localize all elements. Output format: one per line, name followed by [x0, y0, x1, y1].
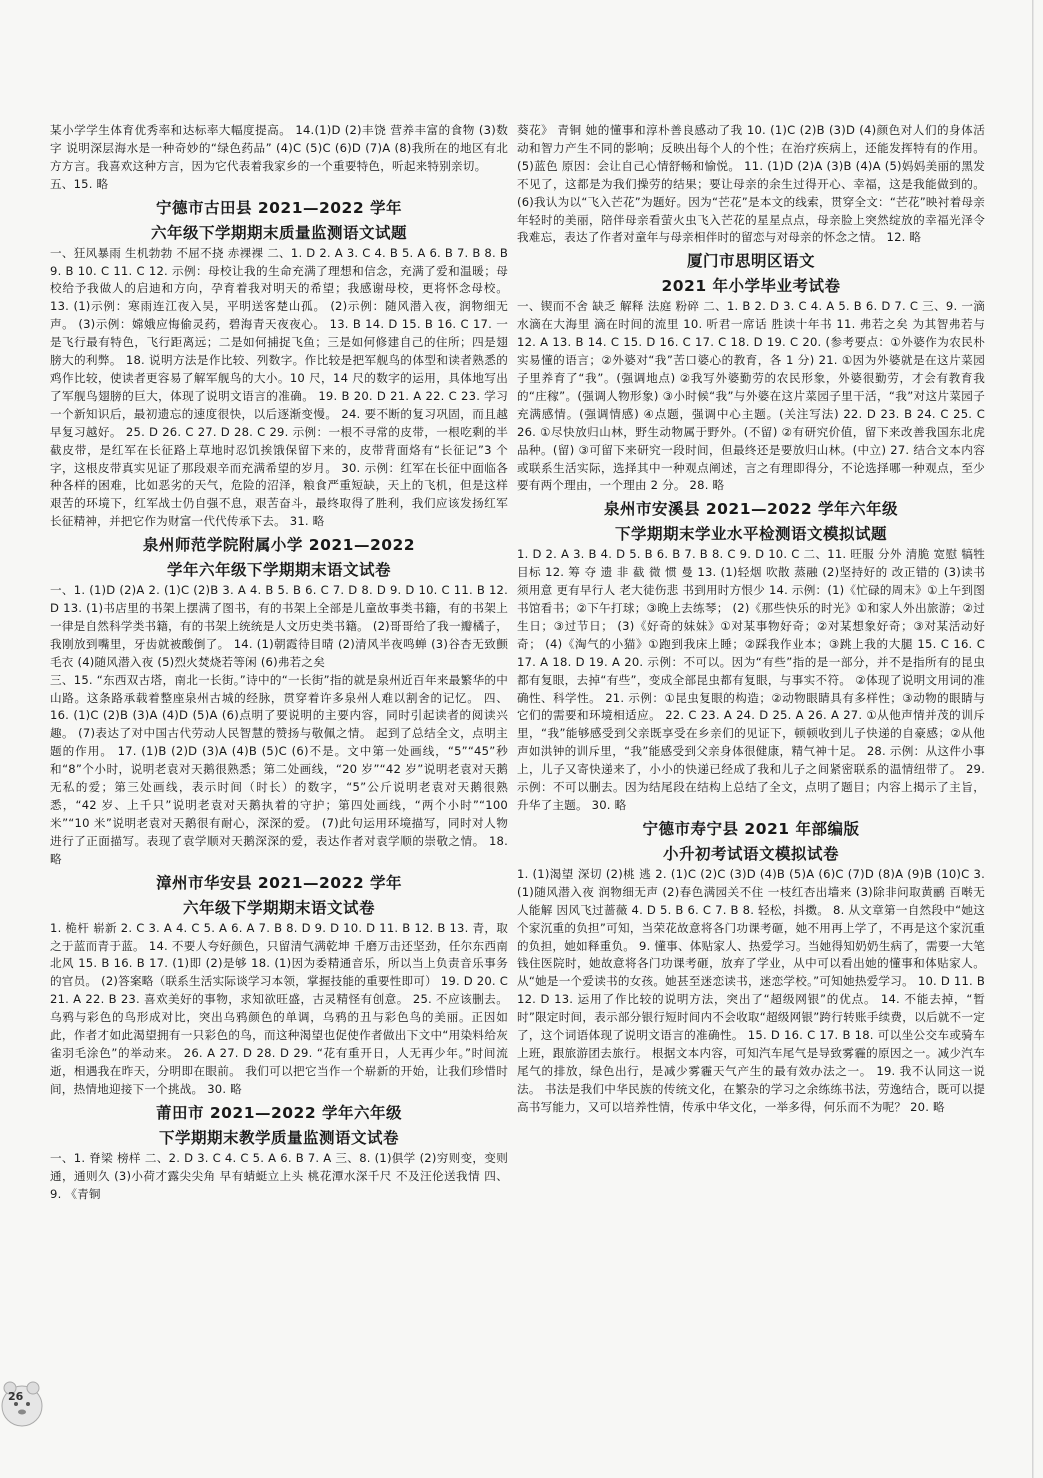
answer-block: 1. 桅杆 崭新 2. C 3. A 4. C 5. A 6. A 7. B 8. D 9. D 10. D 11. B 12. B 13. 青，取之于蓝而青于蓝。 14. 不要人夸好颜色，只留清气满乾坤 千磨万击还坚劲，任尔东西南北风 15. B 16. B 17. (1)即 (2)是够 18. (1)因为委精通音乐，所以当上负责音乐事务的官员。 (2)答案略（联系生活实际谈学习本领，掌握技能的重要性即可） 19. D 20. C 21. A 22. B 23. 喜欢美好的事物，求知欲旺盛，古灵精怪有创意。 25. 不应该删去。乌鸦与彩色的鸟形成对比，突出乌鸦颜色的单调，乌鸦的丑与彩色鸟的美丽。正因如此，作者才如此渴望拥有一只彩色的鸟，而这种渴望也促使作者做出下文中“用染料给灰雀羽毛涂色”的举动来。 26. A 27. D 28. D 29. “花有重开日，人无再少年。”时间流逝，相遇我在昨天，分明即在眼前。 我们可以把它当作一个崭新的开始，让我们珍惜时间，热情地迎接下一个挑战。 30. 略 [50, 920, 508, 1096]
section-title: 泉州市安溪县 2021—2022 学年六年级 [603, 500, 899, 519]
section-title: 2021 年小学毕业考试卷 [661, 277, 841, 296]
section-title: 厦门市思明区语文 [686, 252, 815, 271]
right-column [517, 122, 985, 1117]
answer-block: 1. D 2. A 3. B 4. D 5. B 6. B 7. B 8. C 9. D 10. C 二、11. 旺服 分外 清脆 宽慰 犒牲 目标 12. 筹 夺 遗 非 截 微 惯 曼 13. (1)轻烟 吹散 蒸融 (2)坚持好的 改正错的 (3)读书须用意 更有早行人 老大徒伤悲 书到用时方恨少 14. 示例：(1)《忙碌的周末》①上午到图书馆看书；②下午打球；③晚上去练琴； (2)《那些快乐的时光》①和家人外出旅游；②过生日；③过节日； (3)《好奇的妹妹》①对某事物好奇；②对某想象好奇；③对某活动好奇； (4)《淘气的小猫》①跑到我床上睡；②踩我作业本；③跳上我的大腿 15. C 16. C 17. A 18. D 19. A 20. 示例：不可以。因为“有些”指的是一部分，并不是指所有的昆虫都有复眼，去掉“有些”，变成全部昆虫都有复眼，与事实不符。 ②体现了说明文用词的准确性、科学性。 21. 示例：①昆虫复眼的构造；②动物眼睛具有多样性；③动物的眼睛与它们的需要和环境相适应。 22. C 23. A 24. D 25. A 26. A 27. ①从他声情并茂的训斥里，“我”能够感受到父亲既享受在乡亲们的见证下，顿顿收到儿子快递的自豪感；②从他声如洪钟的训斥里，“我”能感受到父亲身体很健康，精气神十足。 28. 示例：从这件小事上，儿子又寄快递来了，小小的快递已经成了我和儿子之间紧密联系的温情纽带了。 29. 示例：不可以删去。因为结尾段在结构上总结了全文，点明了题目；内容上揭示了主旨，升华了主题。 30. 略 [517, 547, 985, 812]
section-title: 莆田市 2021—2022 学年六年级 [155, 1103, 403, 1122]
answer-block: 三、15. “东西双古塔，南北一长街。”诗中的“一长街”指的就是泉州近百年来最繁华的中山路。这条路承载着整座泉州古城的经脉，贯穿着许多泉州人难以割舍的记忆。 四、16. (1)C (2)B (3)A (4)D (5)A (6)点明了要说明的主要内容，同时引起读者的阅读兴趣。 (7)表达了对中国古代劳动人民智慧的赞扬与敬佩之情。 起到了总结全文，点明主题的作用。 17. (1)B (2)D (3)A (4)B (5)C (6)不是。文中第一处画线，“5”“45”秒和“8”个小时，说明老袁对天鹅很熟悉；第二处画线，“20 岁”“42 岁”说明老袁对天鹅无私的爱；第三处画线，表示时间（时长）的数字，“5”公斤说明老袁对天鹅很熟悉，“42 岁、上千只”说明老袁对天鹅执着的守护；第四处画线，“两个小时”“100 米”“10 米”说明老袁对天鹅很有耐心，深深的爱。 (7)此句运用环境描写，同时对人物进行了正面描写。表现了袁学顺对天鹅深深的爱，表达作者对袁学顺的崇敬之情。 18. 略 [50, 672, 508, 866]
answer-block: 某小学学生体育优秀率和达标率大幅度提高。 14.(1)D (2)丰饶 营养丰富的食物 (3)数字 说明深层海水是一种奇妙的“绿色药品” (4)C (5)C (6)D (7)A (8)我所在的地区有北方方言。我喜欢这种方言，因为它代表着我家乡的一个重要特色，听起来特别亲切。 [50, 123, 508, 173]
left-column [50, 122, 508, 1203]
section-title: 六年级下学期期末质量监测语文试题 [150, 223, 407, 242]
answer-block: 一、狂风暴雨 生机勃勃 不屈不挠 赤裸裸 二、1. D 2. A 3. C 4. B 5. A 6. B 7. B 8. B 9. B 10. C 11. C 12. 示例：母校让我的生命充满了理想和信念，充满了爱和温暖；母校给予我做人的启迪和方向，孕育着我对明天的希望；我感谢母校，更将怀念母校。 13. (1)示例：寒雨连江夜入吴，平明送客楚山孤。 (2)示例：随风潜入夜，润物细无声。 (3)示例：嫦娥应悔偷灵药，碧海青天夜夜心。 13. B 14. D 15. B 16. C 17. 一是飞行最有特色，飞行距离远；二是如何捕捉飞鱼；三是如何修建自己的住所；四是翅膀大的利弊。 18. 说明方法是作比较、列数字。作比较是把军舰鸟的体型和读者熟悉的鸡作比较，使读者更容易了解军舰鸟的大小。10 尺，14 尺的数字的运用，具体地写出了军舰鸟翅膀的巨大，体现了说明文语言的准确。 19. B 20. D 21. A 22. C 23. 学习一个新知识后，最初遗忘的速度很快，以后逐渐变慢。 24. 要不断的复习巩固，而且越早复习越好。 25. D 26. C 27. D 28. C 29. 示例：一根不寻常的皮带，一根吃剩的半截皮带，是红军在长征路上草地时忍饥挨饿保留下来的，皮带背面烙有“长征记”3 个字，这根皮带真实见证了那段艰辛而充满希望的岁月。 30. 示例：红军在长征中面临各种各样的困难，比如恶劣的天气，危险的沼泽，粮食严重短缺，天上的飞机，但是这样艰苦的环境下，红军战士仍自强不息，艰苦奋斗，最终取得了胜利，我们应该发扬红军长征精神，并把它作为财富一代代传承下去。 31. 略 [50, 245, 508, 529]
section-title: 泉州师范学院附属小学 2021—2022 [142, 536, 416, 555]
mascot-icon [0, 1372, 50, 1442]
section-title: 下学期期末教学质量监测语文试卷 [158, 1128, 399, 1147]
answer-block: 一、1. (1)D (2)A 2. (1)C (2)B 3. A 4. B 5. B 6. C 7. D 8. D 9. D 10. C 11. B 12. D 13. (1)书店里的书架上摆满了图书，有的书架上全部是儿童故事类书籍，有的书架上一律是自然科学类书籍，有的书架上统统是人文历史类书籍。 (2)哥哥给了我一瓣橘子，我刚放到嘴里，牙齿就被酸倒了。 14. (1)朝霞待目晴 (2)清风半夜鸣蝉 (3)谷杏无致颤毛衣 (4)随风潜入夜 (5)烈火焚烧若等闲 (6)弗若之矣 [50, 583, 508, 669]
page-number: 26 [8, 1390, 24, 1403]
answer-block: 1. (1)渴望 深切 (2)桃 逃 2. (1)C (2)C (3)D (4)B (5)A (6)C (7)D (8)A (9)B (10)C 3. (1)随风潜入夜 润物细无声 (2)春色满园关不住 一枝红杏出墙来 (3)除非问取黄鹂 百啭无人能解 因风飞过蔷薇 4. D 5. B 6. C 7. B 8. 轻松，抖擞。 8. 从文章第一自然段中“她这个家沉重的负担”可知，当荣花故意将各门功课考砸，她不用再上学了，不再是这个家沉重的负担，她如释重负。 9. 懂事、体贴家人、热爱学习。当她得知奶奶生病了，需要一大笔钱住医院时，她故意将各门功课考砸，放弃了学业，从中可以看出她的懂事和体贴家人。从“她是一个爱读书的女孩。她甚至迷恋读书，迷恋学校。”可知她热爱学习。 10. D 11. B 12. D 13. 运用了作比较的说明方法，突出了“超级网银”的优点。 14. 不能去掉，“暂时”限定时间，表示部分银行短时间内不会收取“超级网银”跨行转账手续费，以后就不一定了，这个词语体现了说明文语言的准确性。 15. D 16. C 17. B 18. 可以坐公交车或骑车上班，跟旅游团去旅行。 根据文本内容，可知汽车尾气是导致雾霾的原因之一。减少汽车尾气的排放，绿色出行，是减少雾霾天气产生的最有效办法之一。 19. 我不认同这一说法。 书法是我们中华民族的传统文化，在繁杂的学习之余练练书法，劳逸结合，既可以提高书写能力，又可以培养性情，传承中华文化，一举多得，何乐而不为呢？ 20. 略 [517, 866, 985, 1114]
answer-block: 一、锲而不舍 缺乏 解释 法庭 粉碎 二、1. B 2. D 3. C 4. A 5. B 6. D 7. C 三、9. 一滴水滴在大海里 滴在时间的流里 10. 听君一席话 胜读十年书 11. 弗若之矣 为其智弗若与 12. A 13. B 14. C 15. D 16. C 17. C 18. D 19. C 20. (参考要点：①外婆作为农民朴实易懂的语言；②外婆对“我”苦口婆心的教育，各 1 分) 21. ①因为外婆就是在这片菜园子里养育了“我”。(强调地点) ②我写外婆勤劳的农民形象，外婆很勤劳，才会有教育我的“庄稼”。(强调人物形象) ③小时候“我”与外婆在这片菜园子里干活，“我”对这片菜园子充满感情。(强调情感) ④点题，强调中心主题。(关注写法) 22. D 23. B 24. C 25. C 26. ①尽快放归山林，野生动物属于野外。(不留) ②有研究价值，留下来改善我国东北虎品种。(留) ③可留下来研究一段时间，但最终还是要放归山林。(中立) 27. 结合文本内容或联系生活实际，选择其中一种观点阐述，言之有理即得分，不论选择哪一种观点，至少要有两个理由，一个理由 2 分。 28. 略 [517, 299, 985, 493]
section-title: 宁德市寿宁县 2021 年部编版 [642, 819, 860, 838]
page-crease [1032, 0, 1034, 1478]
section-title: 六年级下学期期末语文试卷 [182, 898, 375, 917]
section-title: 漳州市华安县 2021—2022 学年 [155, 873, 403, 892]
answer-block: 五、15. 略 [50, 176, 109, 191]
section-title: 下学期期末学业水平检测语文模拟试题 [614, 525, 887, 544]
answer-block: 一、1. 脊梁 榜样 二、2. D 3. C 4. C 5. A 6. B 7. A 三、8. (1)俱学 (2)穷则变，变则通，通则久 (3)小荷才露尖尖角 早有蜻蜓立上头 桃花潭水深千尺 不及汪伦送我情 四、9. 《青铜 [50, 1150, 508, 1201]
answer-block: 葵花》 青铜 她的懂事和淳朴善良感动了我 10. (1)C (2)B (3)D (4)颜色对人们的身体活动和智力产生不同的影响；反映出每个人的个性；在治疗疾病上，还能发挥特有的作用。 (5)蓝色 原因：会让自己心情舒畅和愉悦。 11. (1)D (2)A (3)B (4)A (5)妈妈美丽的黑发不见了，这都是为我们操劳的结果；要让母亲的余生过得开心、幸福，这是我能做到的。 (6)我认为以“飞入芒花”为题好。因为“芒花”是本文的线索，贯穿全文：“芒花”映衬着母亲年轻时的美丽，陪伴母亲看萤火虫飞入芒花的星星点点，母亲脸上突然绽放的幸福光泽令我难忘，表达了作者对童年与母亲相伴时的留恋与对母亲的怀念之情。 12. 略 [517, 123, 985, 245]
section-title: 小升初考试语文模拟试卷 [662, 844, 839, 863]
section-title: 学年六年级下学期期末语文试卷 [166, 561, 391, 580]
section-title: 宁德市古田县 2021—2022 学年 [155, 198, 403, 217]
